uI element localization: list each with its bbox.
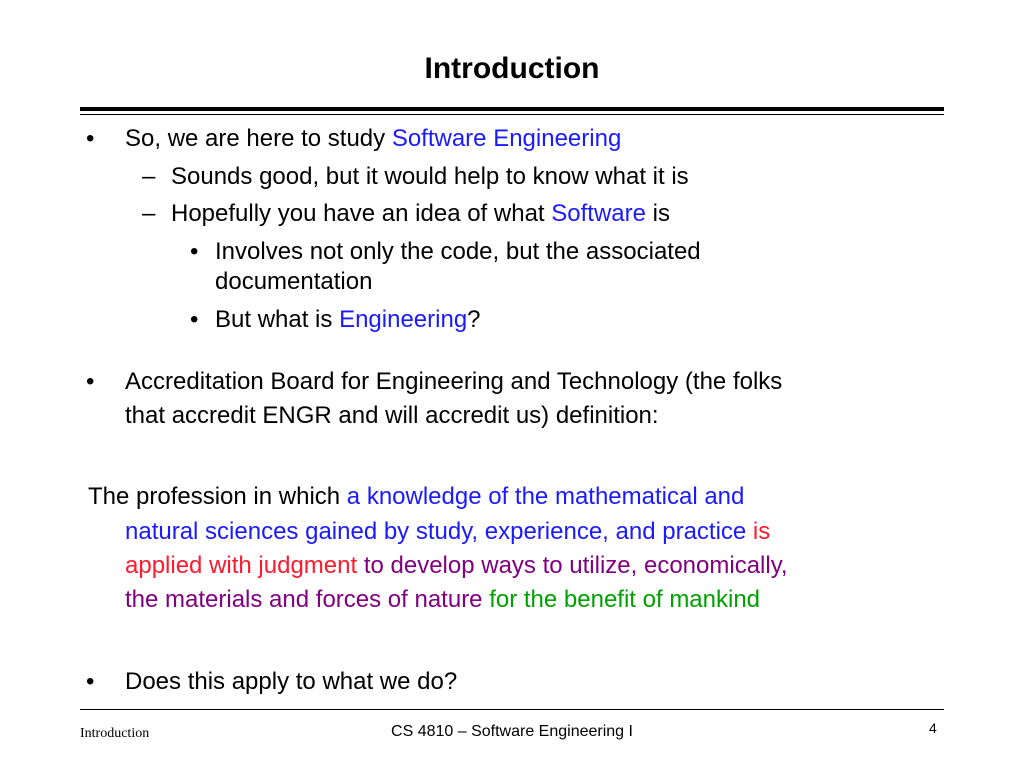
- title-divider-thick: [80, 107, 944, 111]
- definition-line2: [125, 517, 770, 547]
- bullet-marker: •: [86, 368, 95, 395]
- highlight-software: Software: [551, 200, 646, 227]
- title-divider-thin: [80, 114, 944, 115]
- definition-line3: [125, 551, 788, 581]
- definition-knowledge: a knowledge of the mathematical and: [346, 483, 745, 510]
- subbullet-sounds-good: Sounds good, but it would help to know what it is: [171, 163, 689, 190]
- definition-sciences: natural sciences gained by study, experience, and practice: [125, 518, 747, 545]
- bullet-marker: •: [190, 306, 199, 333]
- definition-text: The profession in which: [88, 483, 347, 510]
- bullet-marker: •: [86, 668, 95, 695]
- dash-marker: –: [142, 163, 156, 190]
- dash-marker: –: [142, 200, 156, 227]
- subbullet-idea-of-software: [171, 199, 670, 229]
- subbullet-text: Hopefully you have an idea of what: [171, 200, 552, 227]
- definition-benefit-mankind: for the benefit of mankind: [482, 586, 761, 613]
- definition-develop-ways: to develop ways to utilize, economically,: [357, 552, 788, 579]
- bullet-does-this-apply: Does this apply to what we do?: [125, 668, 458, 695]
- subsubbullet-involves-code-line2: documentation: [215, 268, 373, 295]
- bullet-study-software-engineering: [125, 124, 621, 154]
- bullet-accreditation-line2: that accredit ENGR and will accredit us) definition:: [125, 402, 659, 429]
- page-number: 4: [929, 720, 937, 736]
- definition-judgment: applied with judgment: [125, 552, 358, 579]
- bullet-text: So, we are here to study: [125, 125, 392, 152]
- subsubbullet-text: But what is: [215, 306, 340, 333]
- slide-title: Introduction: [424, 52, 600, 85]
- footer-section-label: Introduction: [80, 726, 150, 741]
- definition-line1: [88, 482, 744, 512]
- subsubbullet-involves-code-line1: Involves not only the code, but the associated: [215, 238, 701, 265]
- bullet-marker: •: [86, 125, 95, 152]
- footer-divider: [80, 709, 944, 710]
- bullet-marker: •: [190, 238, 199, 265]
- subbullet-text-after: is: [645, 200, 670, 227]
- definition-is: is: [746, 518, 771, 545]
- subsubbullet-text-after: ?: [467, 306, 481, 333]
- definition-materials-forces: the materials and forces of nature: [125, 586, 483, 613]
- subsubbullet-what-is-engineering: [215, 305, 481, 335]
- bullet-accreditation-line1: Accreditation Board for Engineering and Technology (the folks: [125, 368, 783, 395]
- highlight-engineering: Engineering: [339, 306, 468, 333]
- highlight-software-engineering: Software Engineering: [391, 125, 622, 152]
- definition-line4: [125, 585, 760, 615]
- footer-course-title: CS 4810 – Software Engineering I: [391, 723, 633, 740]
